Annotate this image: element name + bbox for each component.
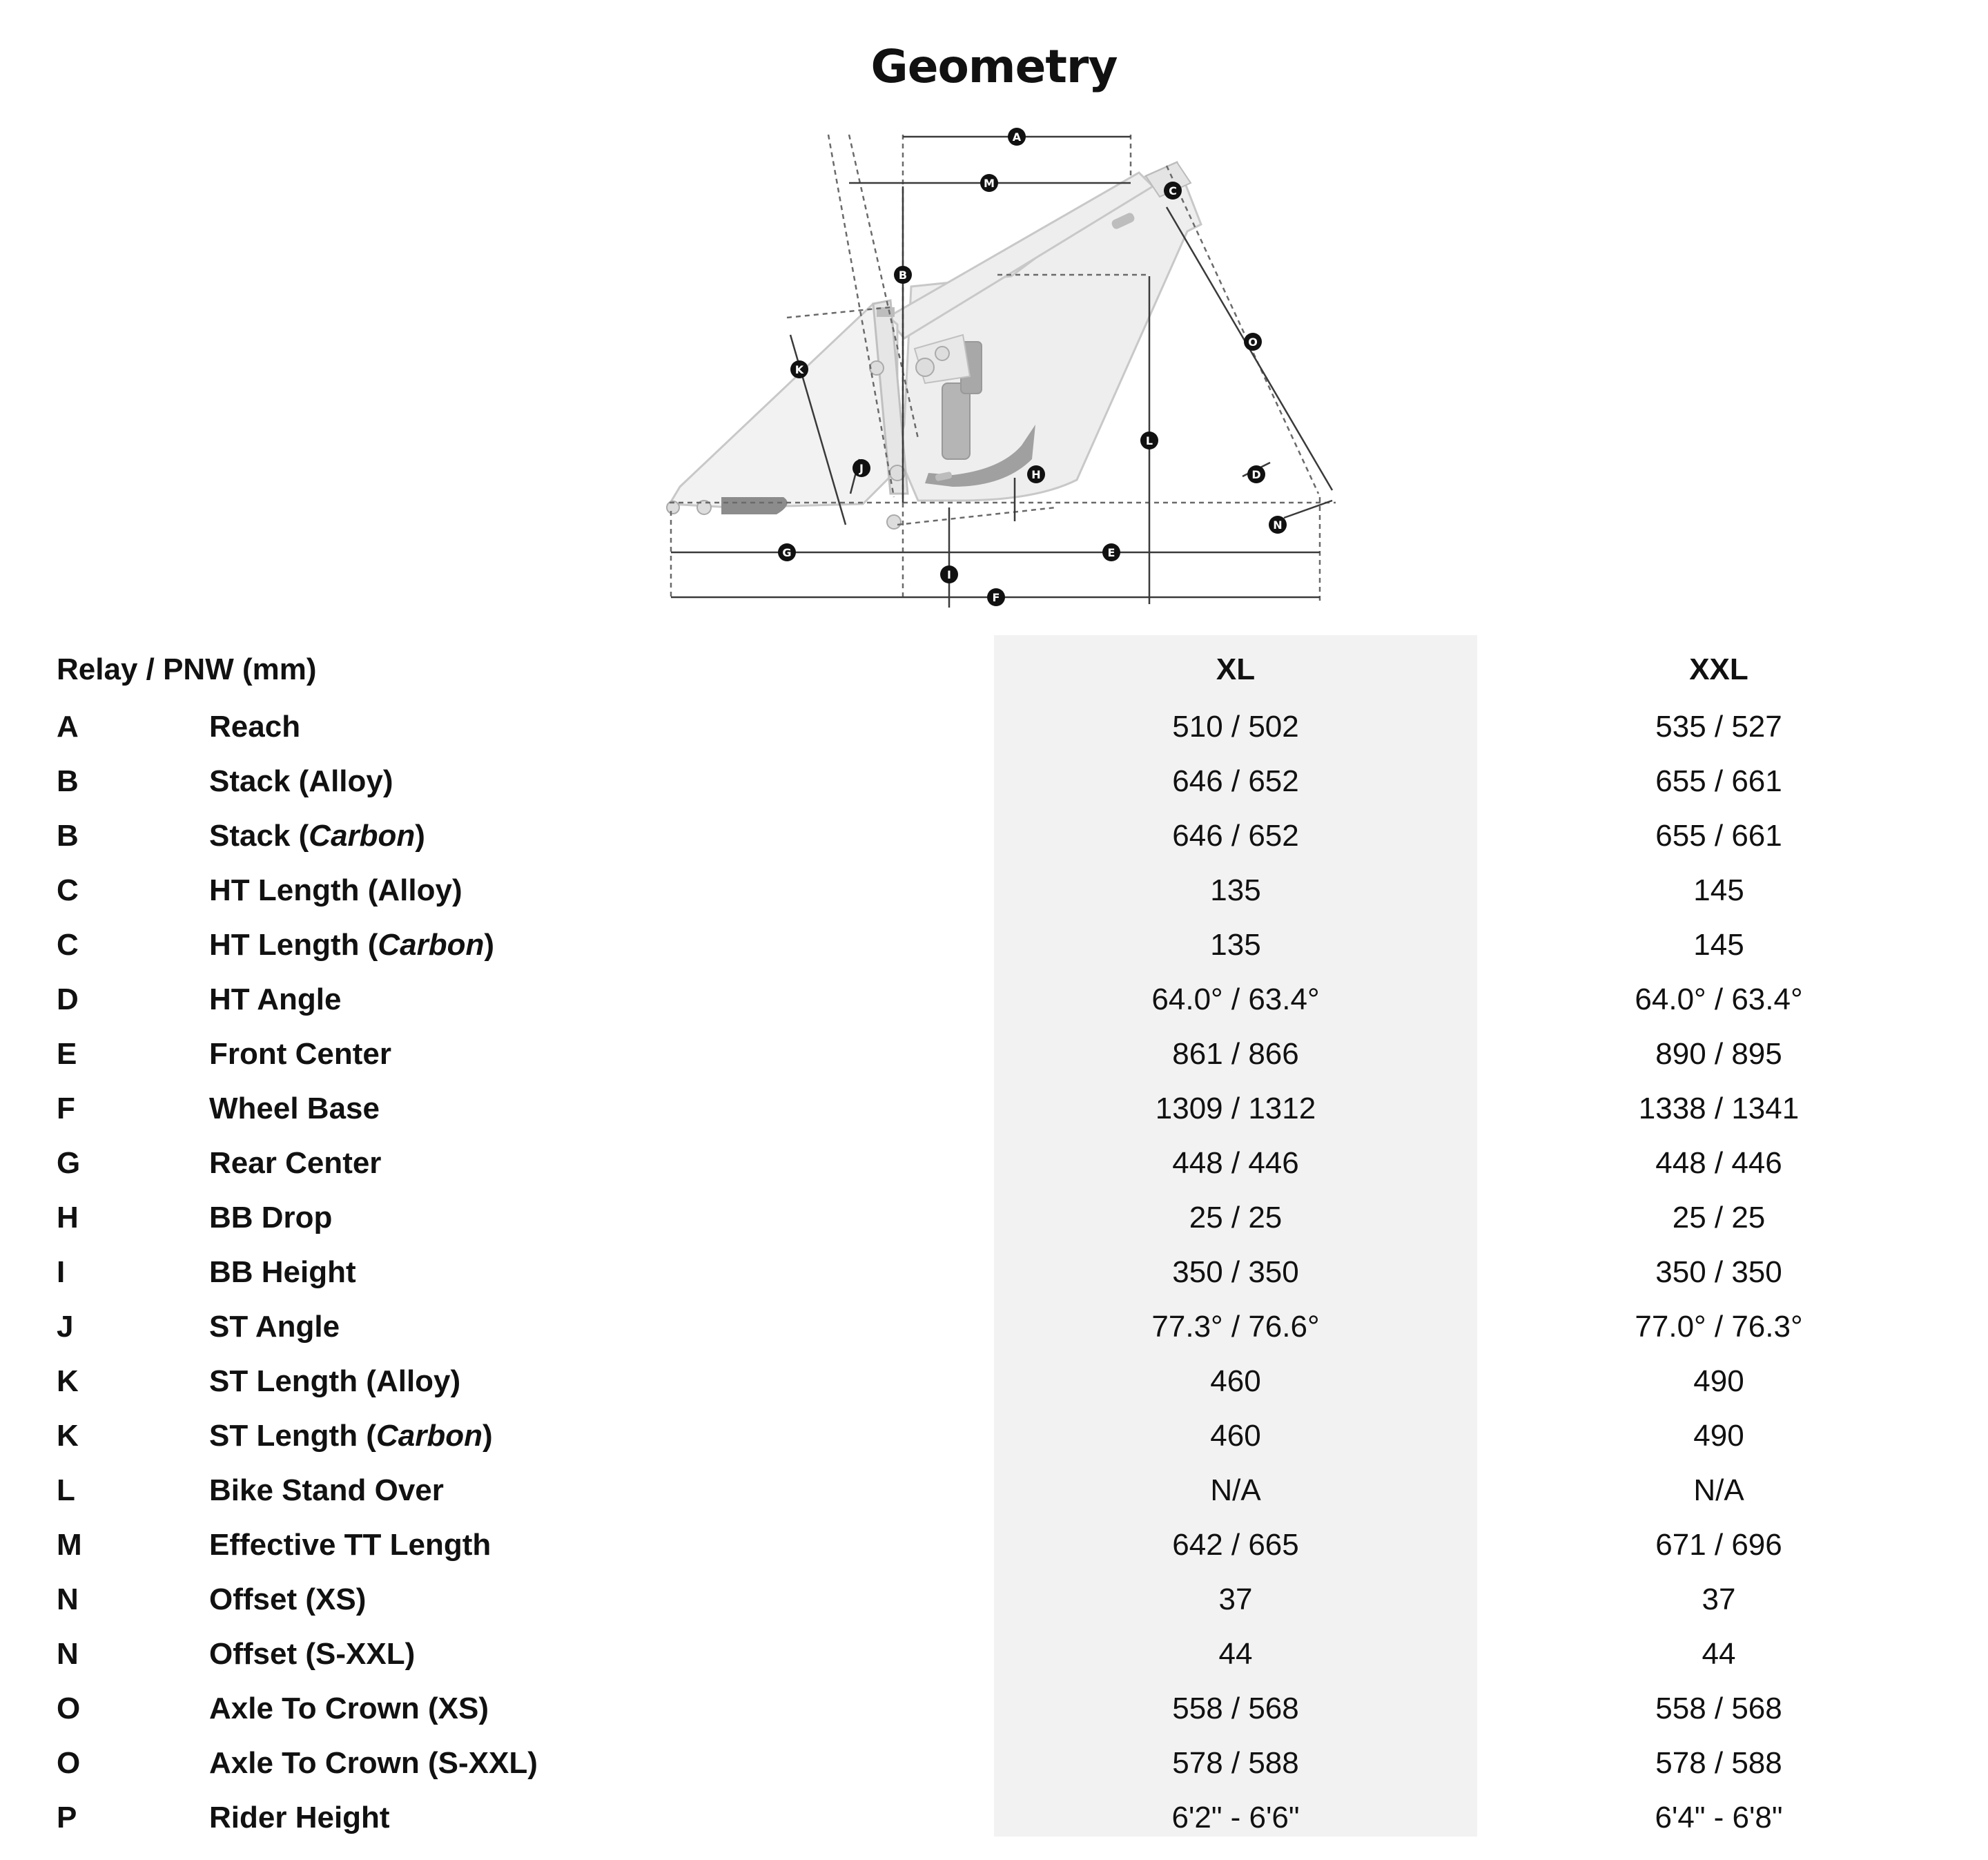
marker-h: [1027, 465, 1045, 483]
table-row: [0, 1027, 1988, 1081]
row-label: Axle To Crown (S-XXL): [209, 1746, 538, 1780]
table-row: [0, 1736, 1988, 1790]
xl-value: 578 / 588: [1172, 1746, 1299, 1780]
xxl-value: 25 / 25: [1672, 1201, 1766, 1234]
svg-text:L: L: [1145, 434, 1153, 447]
svg-text:F: F: [992, 591, 1000, 604]
row-label: [209, 808, 425, 863]
svg-text:N: N: [1273, 519, 1283, 532]
table-row: [0, 1790, 1988, 1845]
svg-text:H: H: [1031, 468, 1041, 481]
row-label-material: Carbon: [378, 928, 485, 962]
row-letter: H: [57, 1201, 79, 1234]
row-letter: K: [57, 1419, 79, 1453]
xl-value: 77.3° / 76.6°: [1151, 1310, 1320, 1344]
xl-value: 861 / 866: [1172, 1037, 1299, 1071]
row-label-material: Carbon: [309, 819, 416, 853]
xxl-value: 145: [1693, 873, 1744, 907]
row-letter: O: [57, 1746, 81, 1780]
row-letter: B: [57, 764, 79, 798]
table-header-row: [0, 642, 1988, 697]
xl-value: 350 / 350: [1172, 1255, 1299, 1289]
row-letter: E: [57, 1037, 77, 1071]
xxl-value: N/A: [1693, 1473, 1744, 1507]
table-row: [0, 1408, 1988, 1463]
row-label: Bike Stand Over: [209, 1473, 444, 1507]
row-letter: L: [57, 1473, 75, 1507]
svg-text:G: G: [782, 546, 792, 559]
marker-k: [790, 360, 808, 378]
marker-o: [1244, 333, 1262, 351]
xl-value: 37: [1218, 1582, 1253, 1616]
svg-text:K: K: [795, 363, 804, 376]
xl-value: 135: [1210, 873, 1261, 907]
table-row: [0, 754, 1988, 808]
xl-value: 510 / 502: [1172, 710, 1299, 744]
table-row: [0, 1572, 1988, 1627]
xl-value: 642 / 665: [1172, 1528, 1299, 1562]
row-label: ST Angle: [209, 1310, 340, 1344]
xl-value: 646 / 652: [1172, 819, 1299, 853]
row-label: HT Angle: [209, 982, 342, 1016]
table-row: [0, 972, 1988, 1027]
xl-value: N/A: [1210, 1473, 1261, 1507]
marker-m: [980, 174, 998, 192]
row-letter: O: [57, 1692, 81, 1725]
table-row: [0, 918, 1988, 972]
xxl-value: 64.0° / 63.4°: [1635, 982, 1803, 1016]
row-letter: J: [57, 1310, 74, 1344]
table-row: [0, 1081, 1988, 1136]
marker-j: [852, 459, 870, 477]
marker-n: [1269, 516, 1287, 534]
xxl-value: 671 / 696: [1655, 1528, 1782, 1562]
svg-text:M: M: [984, 177, 995, 190]
xxl-value: 37: [1702, 1582, 1736, 1616]
row-label-text: ST Length (: [209, 1419, 376, 1453]
column-header-xl: XL: [1216, 652, 1256, 686]
xxl-value: 350 / 350: [1655, 1255, 1782, 1289]
row-letter: M: [57, 1528, 82, 1562]
row-label: Wheel Base: [209, 1092, 380, 1125]
table-row: [0, 808, 1988, 863]
xxl-value: 448 / 446: [1655, 1146, 1782, 1180]
page-title: Geometry: [870, 40, 1118, 93]
row-letter: K: [57, 1364, 79, 1398]
row-letter: I: [57, 1255, 66, 1289]
row-label: Rear Center: [209, 1146, 382, 1180]
row-label: Reach: [209, 710, 301, 744]
row-label: Front Center: [209, 1037, 391, 1071]
row-label: Axle To Crown (XS): [209, 1692, 489, 1725]
row-label: Offset (XS): [209, 1582, 367, 1616]
row-letter: P: [57, 1801, 77, 1834]
column-header-xxl: XXL: [1689, 652, 1748, 686]
row-letter: A: [57, 710, 79, 744]
table-header-label: Relay / PNW (mm): [57, 652, 317, 686]
row-letter: B: [57, 819, 79, 853]
row-label: Effective TT Length: [209, 1528, 491, 1562]
xxl-value: 490: [1693, 1364, 1744, 1398]
row-letter: C: [57, 873, 79, 907]
bike-frame: [667, 162, 1201, 529]
row-label-close: ): [415, 819, 425, 853]
table-row: [0, 1299, 1988, 1354]
xl-value: 460: [1210, 1419, 1261, 1453]
marker-f: [987, 588, 1005, 606]
svg-text:J: J: [859, 462, 864, 475]
xl-value: 448 / 446: [1172, 1146, 1299, 1180]
xl-value: 25 / 25: [1189, 1201, 1283, 1234]
row-letter: D: [57, 982, 79, 1016]
row-label-text: HT Length (: [209, 928, 378, 962]
table-row: [0, 1354, 1988, 1408]
row-label: HT Length (Alloy): [209, 873, 462, 907]
marker-g: [778, 543, 796, 561]
xl-value: 558 / 568: [1172, 1692, 1299, 1725]
xxl-value: 558 / 568: [1655, 1692, 1782, 1725]
marker-a: [1008, 128, 1026, 146]
table-row: [0, 699, 1988, 754]
table-row: [0, 863, 1988, 918]
marker-c: [1164, 182, 1182, 200]
row-label: [209, 1408, 493, 1463]
row-label-material: Carbon: [376, 1419, 483, 1453]
xl-value: 44: [1218, 1637, 1253, 1671]
row-label-text: Stack (: [209, 819, 309, 853]
svg-text:C: C: [1169, 184, 1177, 197]
table-row: [0, 1518, 1988, 1572]
row-label: Stack (Alloy): [209, 764, 393, 798]
svg-text:B: B: [898, 269, 908, 282]
xl-value: 460: [1210, 1364, 1261, 1398]
table-row: [0, 1136, 1988, 1190]
svg-text:D: D: [1251, 468, 1261, 481]
row-letter: N: [57, 1637, 79, 1671]
xl-value: 646 / 652: [1172, 764, 1299, 798]
marker-b: [894, 266, 912, 284]
svg-text:O: O: [1248, 336, 1258, 349]
row-label: ST Length (Alloy): [209, 1364, 461, 1398]
xl-value: 1309 / 1312: [1155, 1092, 1316, 1125]
xxl-value: 655 / 661: [1655, 764, 1782, 798]
marker-l: [1140, 432, 1158, 449]
row-label: BB Drop: [209, 1201, 333, 1234]
xxl-value: 6'4" - 6'8": [1655, 1801, 1783, 1834]
xxl-value: 578 / 588: [1655, 1746, 1782, 1780]
xxl-value: 145: [1693, 928, 1744, 962]
xxl-value: 77.0° / 76.3°: [1635, 1310, 1803, 1344]
marker-d: [1247, 465, 1265, 483]
xxl-value: 655 / 661: [1655, 819, 1782, 853]
row-letter: G: [57, 1146, 81, 1180]
xxl-value: 490: [1693, 1419, 1744, 1453]
table-row: [0, 1245, 1988, 1299]
row-label: BB Height: [209, 1255, 356, 1289]
marker-e: [1102, 543, 1120, 561]
xxl-value: 535 / 527: [1655, 710, 1782, 744]
row-label: Rider Height: [209, 1801, 390, 1834]
svg-text:A: A: [1012, 130, 1022, 144]
row-letter: N: [57, 1582, 79, 1616]
marker-i: [940, 565, 958, 583]
xxl-value: 890 / 895: [1655, 1037, 1782, 1071]
xl-value: 6'2" - 6'6": [1171, 1801, 1300, 1834]
table-row: [0, 1190, 1988, 1245]
row-label: [209, 918, 494, 972]
svg-text:E: E: [1107, 546, 1115, 559]
xl-value: 64.0° / 63.4°: [1151, 982, 1320, 1016]
geometry-table: [0, 635, 1988, 1837]
row-letter: F: [57, 1092, 75, 1125]
xl-value: 135: [1210, 928, 1261, 962]
table-row: [0, 1627, 1988, 1681]
xxl-value: 44: [1702, 1637, 1736, 1671]
row-label: Offset (S-XXL): [209, 1637, 416, 1671]
row-label-close: ): [484, 928, 495, 962]
svg-text:I: I: [947, 568, 951, 581]
xxl-value: 1338 / 1341: [1638, 1092, 1800, 1125]
row-label-close: ): [482, 1419, 493, 1453]
table-row: [0, 1681, 1988, 1736]
row-letter: C: [57, 928, 79, 962]
bike-geometry-diagram: [0, 110, 1988, 621]
table-row: [0, 1463, 1988, 1518]
